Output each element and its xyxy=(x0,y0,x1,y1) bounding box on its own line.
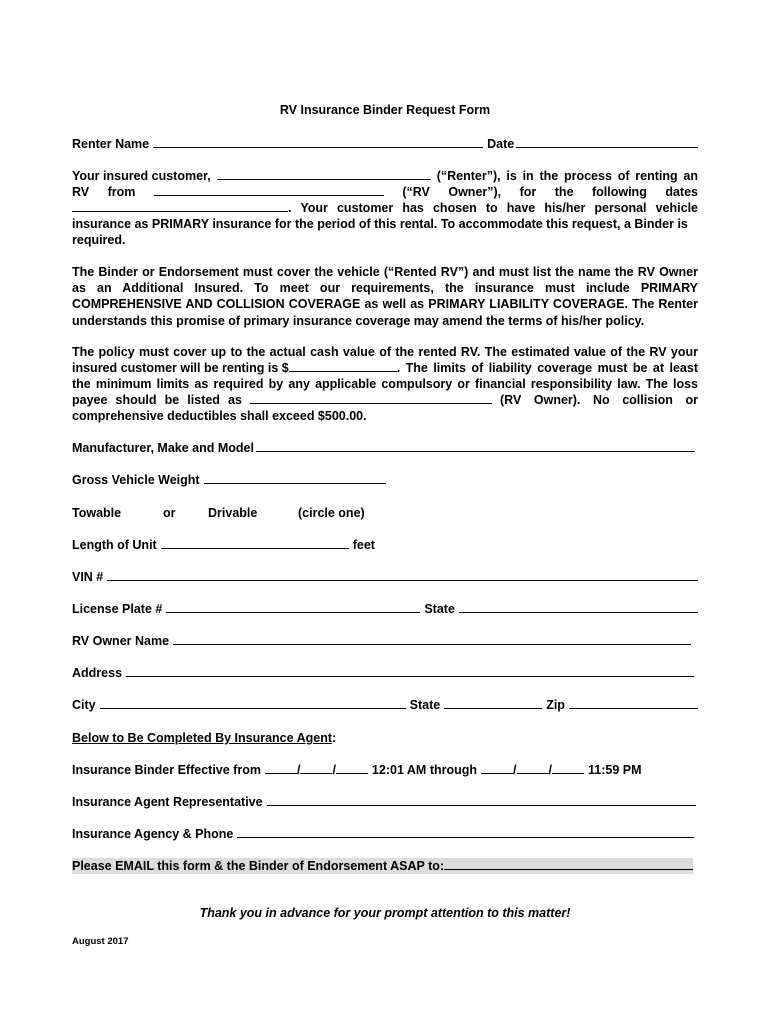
p3-line2 xyxy=(72,360,698,376)
to-day-field[interactable] xyxy=(517,762,549,774)
email-field[interactable] xyxy=(444,858,693,870)
license-row xyxy=(72,601,698,617)
address-label: Address xyxy=(72,666,123,680)
agent-section-heading xyxy=(72,730,698,746)
agency-phone-row xyxy=(72,826,694,842)
towable-option[interactable]: Towable xyxy=(72,506,122,520)
p3-payee: payee xyxy=(72,393,108,407)
owner-name-field[interactable] xyxy=(173,633,691,645)
slash-4: / xyxy=(548,763,552,777)
zip-label: Zip xyxy=(546,698,565,712)
vin-label: VIN # xyxy=(72,570,104,584)
agent-rep-label: Insurance Agent Representative xyxy=(72,795,263,809)
rental-dates-field[interactable] xyxy=(72,200,288,212)
p1-for: for xyxy=(519,185,537,199)
p1-line5: required. xyxy=(72,233,126,247)
renter-name-field[interactable] xyxy=(153,136,483,148)
agent-section-label: Below to Be Completed By Insurance Agent xyxy=(72,731,332,745)
address-field[interactable] xyxy=(126,665,694,677)
p1-owner: Owner”), xyxy=(448,185,502,199)
p3-line5: comprehensive deductibles shall exceed $500.00. xyxy=(72,409,367,423)
p3-as: as xyxy=(228,393,242,407)
gvw-row xyxy=(72,472,698,488)
p1-text-b: (“Renter”), is in the process of renting an xyxy=(436,169,698,183)
license-state-field[interactable] xyxy=(459,601,698,613)
or-label: or xyxy=(163,506,176,520)
city-row xyxy=(72,697,698,713)
city-state-label: State xyxy=(409,698,441,712)
slash-1: / xyxy=(296,763,301,777)
binder-paragraph: The Binder or Endorsement must cover the vehicle (“Rented RV”) and must list the name the RV Owner as an Additional Insured. To meet our requirements, the insurance must include PRIMARY COMPREHENSIVE AND COLLISION COVERAGE as well as PRIMARY LIABILITY COVERAGE. The Renter understands this promise of primary insurance coverage may amend the terms of his/her policy. xyxy=(72,265,698,328)
p1-text-d: . Your customer has chosen to have his/her personal vehicle xyxy=(288,201,698,215)
feet-label: feet xyxy=(352,538,375,552)
thank-you-message: Thank you in advance for your prompt attention to this matter! xyxy=(199,906,571,920)
owner-name-label: RV Owner Name xyxy=(72,634,170,648)
p3-listed: listed xyxy=(187,393,220,407)
manufacturer-label: Manufacturer, Make and Model xyxy=(72,441,254,455)
agent-rep-field[interactable] xyxy=(267,794,696,806)
length-row xyxy=(72,537,698,553)
from-day-field[interactable] xyxy=(300,762,332,774)
city-state-field[interactable] xyxy=(444,697,542,709)
length-field[interactable] xyxy=(161,537,349,549)
p1-line4: insurance as PRIMARY insurance for the period of this rental. To accommodate this request, a Binder is xyxy=(72,217,688,231)
license-state-label: State xyxy=(424,602,455,616)
zip-field[interactable] xyxy=(569,697,698,709)
rv-owner-field[interactable] xyxy=(154,184,384,196)
p1-the: the xyxy=(554,185,574,199)
length-label: Length of Unit xyxy=(72,538,157,552)
manufacturer-field[interactable] xyxy=(256,440,695,452)
p1-dates: dates xyxy=(665,185,698,199)
date-label: Date xyxy=(487,137,515,151)
p1-line2 xyxy=(72,184,698,200)
p3-line3: the minimum limits as required by any applicable compulsory or financial responsibility law. The loss xyxy=(72,377,698,391)
city-field[interactable] xyxy=(100,697,406,709)
license-label: License Plate # xyxy=(72,602,163,616)
estimated-value-field[interactable] xyxy=(289,360,397,372)
agency-phone-field[interactable] xyxy=(237,826,694,838)
insured-customer-field[interactable] xyxy=(217,168,431,180)
p3-text-c: . The limits of liability coverage must be at least xyxy=(396,361,698,375)
from-month-field[interactable] xyxy=(265,762,297,774)
date-field[interactable] xyxy=(516,136,698,148)
email-label: Please EMAIL this form & the Binder of Endorsement ASAP to: xyxy=(72,859,445,873)
to-year-field[interactable] xyxy=(552,762,584,774)
renter-date-row xyxy=(72,136,698,152)
p3-line4 xyxy=(72,392,698,408)
owner-name-row xyxy=(72,633,691,649)
p1-rv-quote: (“RV xyxy=(402,185,430,199)
p1-text-a: Your insured customer, xyxy=(72,169,211,183)
city-label: City xyxy=(72,698,96,712)
from-year-field[interactable] xyxy=(336,762,368,774)
p1-following: following xyxy=(591,185,647,199)
binder-effective-label: Insurance Binder Effective from xyxy=(72,763,261,777)
license-field[interactable] xyxy=(166,601,420,613)
renter-name-label: Renter Name xyxy=(72,137,150,151)
p1-line1 xyxy=(72,168,698,184)
gvw-label: Gross Vehicle Weight xyxy=(72,473,200,487)
binder-effective-row xyxy=(72,762,698,778)
p3-text-b: insured customer will be renting is $ xyxy=(72,361,289,375)
p1-line3 xyxy=(72,200,698,216)
agency-phone-label: Insurance Agency & Phone xyxy=(72,827,234,841)
gvw-field[interactable] xyxy=(204,472,386,484)
agent-section-colon: : xyxy=(332,731,337,745)
p3-text-f: (RV Owner). No collision or xyxy=(500,393,698,407)
address-row xyxy=(72,665,694,681)
p3-should: should xyxy=(115,393,157,407)
form-title: RV Insurance Binder Request Form xyxy=(279,103,491,117)
vin-field[interactable] xyxy=(107,569,698,581)
slash-3: / xyxy=(513,763,517,777)
p3-be: be xyxy=(164,393,180,407)
footer-date: August 2017 xyxy=(72,936,129,947)
p3-line1: The policy must cover up to the actual cash value of the rented RV. The estimated value of the RV your xyxy=(72,345,698,359)
manufacturer-row xyxy=(72,440,695,456)
to-month-field[interactable] xyxy=(481,762,513,774)
circle-one-label: (circle one) xyxy=(298,506,365,520)
vin-row xyxy=(72,569,698,585)
drivable-option[interactable]: Drivable xyxy=(208,506,258,520)
p1-rv: RV xyxy=(72,185,90,199)
time-am-label: 12:01 AM through xyxy=(371,763,478,777)
email-row xyxy=(72,858,693,874)
agent-rep-row xyxy=(72,794,696,810)
p1-from: from xyxy=(107,185,136,199)
loss-payee-field[interactable] xyxy=(250,392,492,404)
slash-2: / xyxy=(332,763,336,777)
time-pm-label: 11:59 PM xyxy=(588,763,642,777)
